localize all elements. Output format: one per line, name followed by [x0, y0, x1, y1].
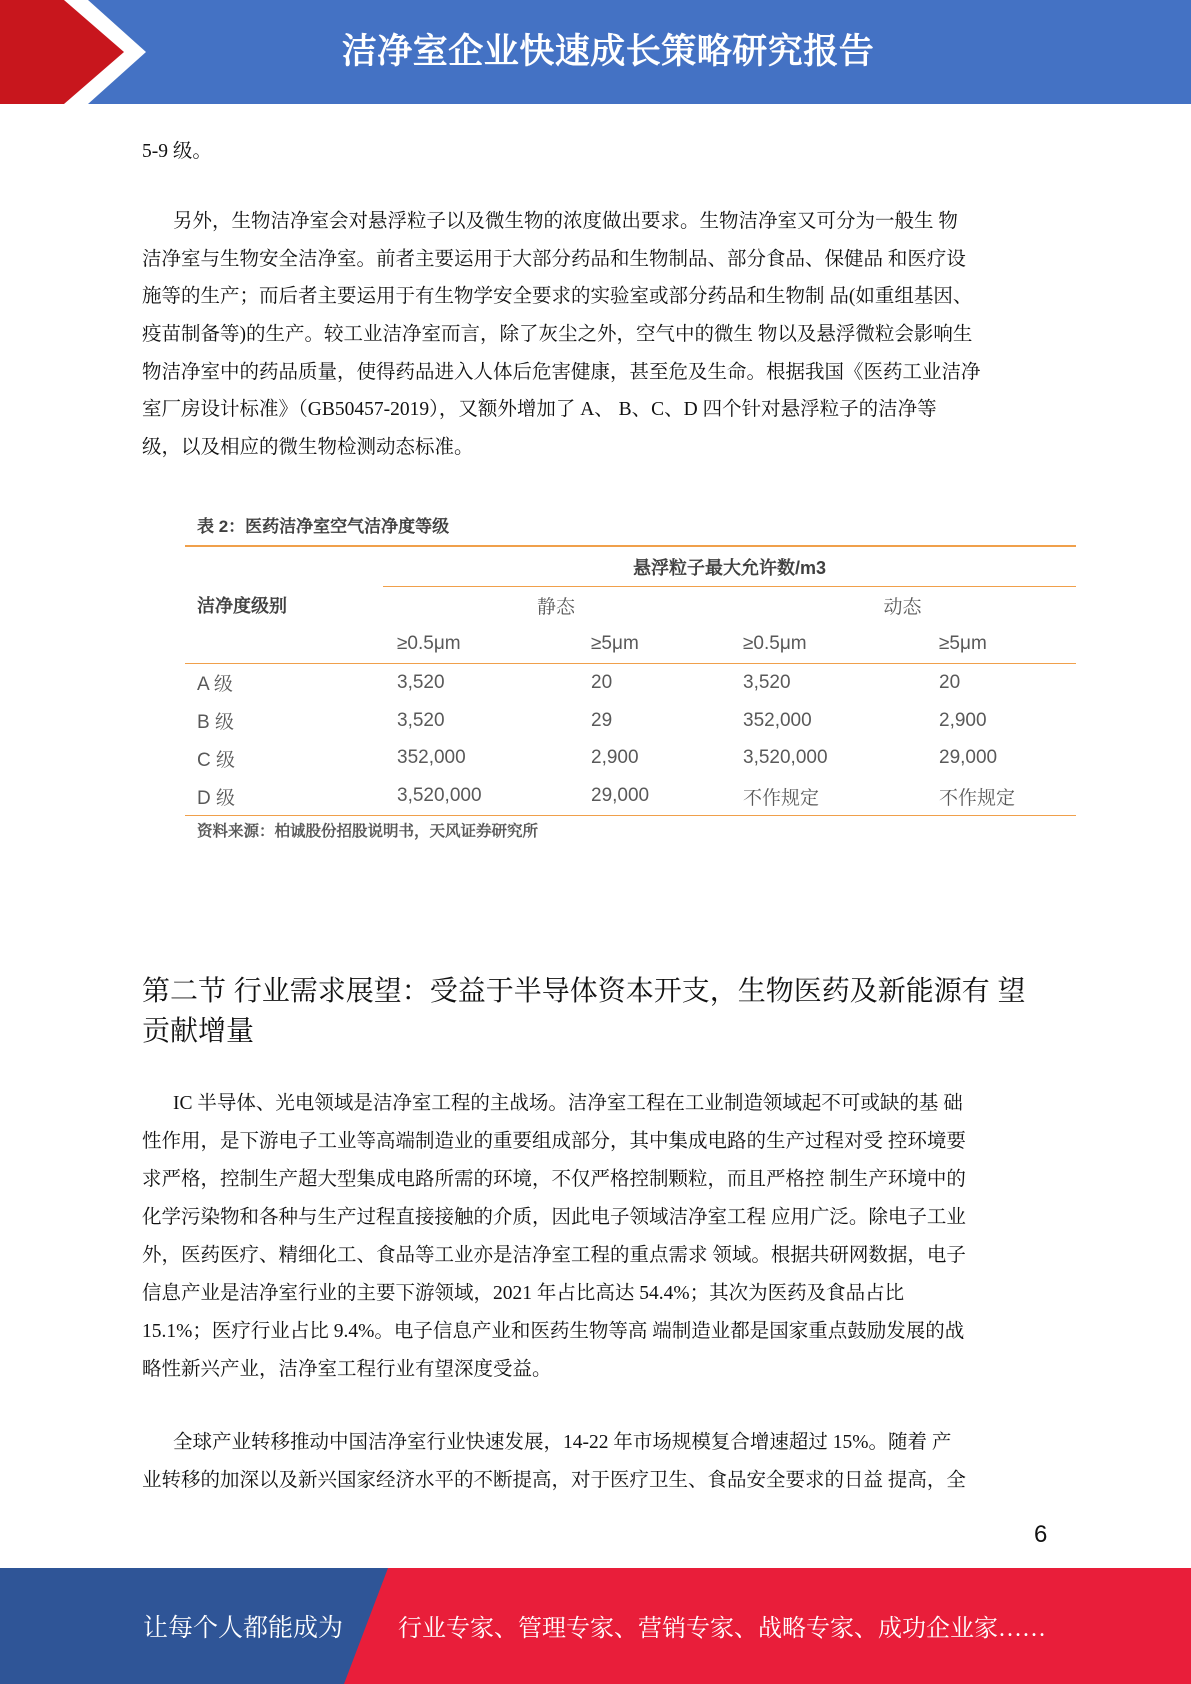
table-row [185, 702, 1076, 740]
table-header-row [185, 546, 1076, 587]
text-line: 物洁净室中的药品质量，使得药品进入人体后危害健康，甚至危及生命。根据我国《医药工业洁净 [142, 361, 981, 383]
table-cell: 352,000 [743, 709, 812, 731]
text-line: 5-9 级。 [142, 141, 212, 162]
section-heading [142, 971, 1026, 1051]
text-line: 全球产业转移推动中国洁净室行业快速发展，14-22 年市场规模复合增速超过 15%。随着 产 [173, 1432, 952, 1453]
footer-slogan-left: 让每个人都能成为 [143, 1615, 344, 1642]
heading-line: 贡献增量 [142, 1015, 255, 1046]
text-line: 15.1%；医疗行业占比 9.4%。电子信息产业和医药生物等高 端制造业都是国家重点鼓励发展的战 [142, 1321, 965, 1342]
text-line: 疫苗制备等)的生产。较工业洁净室而言，除了灰尘之外，空气中的微生 物以及悬浮微粒会影响生 [142, 324, 973, 346]
table-cell: 不作规定 [925, 777, 1076, 815]
text-line: 室厂房设计标准》（GB50457-2019），又额外增加了 A、 B、C、D 四个针对悬浮粒子的洁净等 [142, 399, 937, 421]
table-cell: 29 [591, 709, 613, 731]
particle-size-header: ≥0.5μm [729, 624, 925, 664]
table-cell: 3,520 [743, 671, 791, 693]
table-cell: 352,000 [397, 747, 466, 769]
cleanliness-grade-table [185, 545, 1076, 816]
text-line: IC 半导体、光电领域是洁净室工程的主战场。洁净室工程在工业制造领域起不可或缺的基 础 [173, 1093, 963, 1114]
table-cell: 20 [939, 671, 961, 693]
text-line: 业转移的加深以及新兴国家经济水平的不断提高，对于医疗卫生、食品安全要求的日益 提高，全 [142, 1470, 966, 1491]
particle-size-header: ≥0.5μm [383, 624, 577, 664]
text-line: 化学污染物和各种与生产过程直接接触的介质，因此电子领域洁净室工程 应用广泛。除电子工业 [142, 1207, 966, 1228]
text-line: 施等的生产；而后者主要运用于有生物学安全要求的实验室或部分药品和生物制 品(如重组基因、 [142, 286, 973, 308]
table-cell: 3,520,000 [743, 747, 828, 769]
table-cell: 3,520 [397, 671, 445, 693]
paragraph-bio-cleanroom [142, 203, 981, 467]
text-line: 级，以及相应的微生物检测动态标准。 [142, 437, 474, 459]
table-cell: 29,000 [577, 777, 729, 815]
paragraph-semiconductor-demand [142, 1085, 966, 1389]
document-title: 洁净室企业快速成长策略研究报告 [341, 32, 875, 71]
heading-line: 第二节 行业需求展望：受益于半导体资本开支，生物医药及新能源有 望 [142, 975, 1026, 1006]
header-banner [0, 0, 1191, 104]
grade-cell: D 级 [185, 777, 383, 815]
table-source-note: 资料来源：柏诚股份招股说明书，天风证券研究所 [197, 823, 539, 840]
grade-column-header: 洁净度级别 [185, 546, 383, 664]
particle-limit-header: 悬浮粒子最大允许数/m3 [383, 546, 1076, 587]
table-cell: 3,520,000 [383, 777, 577, 815]
page-number: 6 [1034, 1521, 1048, 1548]
footer-slogan-right: 行业专家、管理专家、营销专家、战略专家、成功企业家…… [398, 1616, 1046, 1642]
text-line: 求严格，控制生产超大型集成电路所需的环境，不仅严格控制颗粒，而且严格控 制生产环境中的 [142, 1169, 966, 1190]
text-line: 性作用，是下游电子工业等高端制造业的重要组成部分，其中集成电路的生产过程对受 控环境要 [142, 1131, 966, 1152]
intro-text [142, 133, 212, 171]
table-cell: 20 [591, 671, 613, 693]
table-row [185, 664, 1076, 702]
text-line: 外，医药医疗、精细化工、食品等工业亦是洁净室工程的重点需求 领域。根据共研网数据，电子 [142, 1245, 966, 1266]
text-line: 洁净室与生物安全洁净室。前者主要运用于大部分药品和生物制品、部分食品、保健品 和医疗设 [142, 248, 966, 270]
particle-size-header: ≥5μm [925, 624, 1076, 664]
grade-cell: A 级 [197, 674, 233, 696]
static-state-header: 静态 [536, 597, 575, 618]
paragraph-industry-transfer [142, 1424, 966, 1500]
dynamic-state-header: 动态 [883, 597, 922, 618]
table-cell: 29,000 [939, 747, 998, 769]
table-cell: 2,900 [939, 709, 987, 731]
particle-size-header: ≥5μm [577, 624, 729, 664]
table-cell: 2,900 [591, 747, 639, 769]
grade-cell: C 级 [197, 749, 236, 771]
table-cell: 3,520 [397, 709, 445, 731]
footer-banner [0, 1568, 1191, 1684]
text-line: 信息产业是洁净室行业的主要下游领域，2021 年占比高达 54.4%；其次为医药及食品占比 [142, 1283, 905, 1304]
text-line: 略性新兴产业，洁净室工程行业有望深度受益。 [142, 1359, 552, 1380]
table-row [185, 777, 1076, 815]
text-line: 另外，生物洁净室会对悬浮粒子以及微生物的浓度做出要求。生物洁净室又可分为一般生 物 [173, 211, 958, 232]
table-caption: 表 2：医药洁净室空气洁净度等级 [197, 517, 450, 536]
table-cell: 不作规定 [729, 777, 925, 815]
grade-cell: B 级 [197, 712, 234, 734]
table-row [185, 740, 1076, 778]
